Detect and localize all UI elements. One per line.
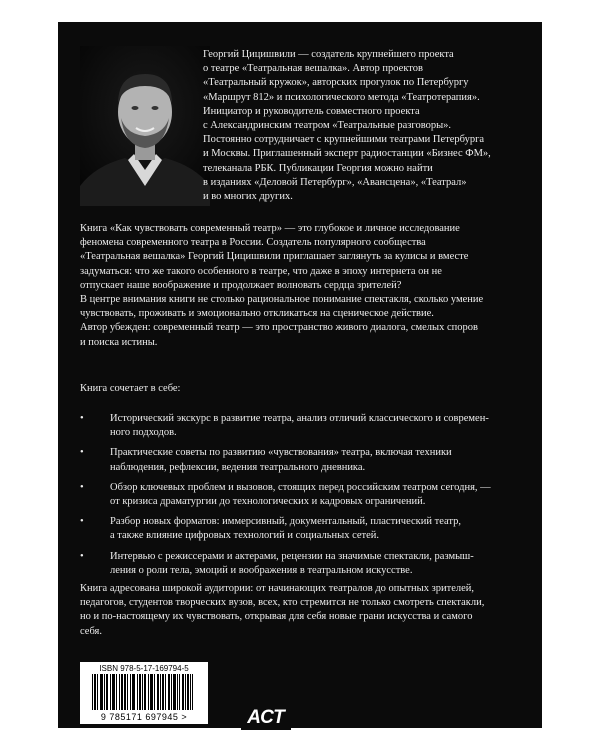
barcode-bar: [121, 674, 122, 710]
barcode-bar: [169, 674, 170, 710]
description-line: отпускает наше воображение и продолжает волновать сердца зрителей?: [80, 279, 402, 291]
barcode-bar: [168, 674, 169, 710]
barcode-bar: [188, 674, 189, 710]
bio-line: «Театральный кружок», авторских прогулок по Петербургу: [203, 77, 469, 89]
description-line: чувствовать, проживать и эмоционально откликаться на сценическое действие.: [80, 308, 434, 320]
barcode-bar: [151, 674, 152, 710]
author-photo: [80, 46, 210, 206]
barcode-bar: [124, 674, 125, 710]
barcode-bar: [154, 674, 155, 710]
dark-panel: [58, 22, 542, 728]
description-line: и поиска истины.: [80, 336, 158, 348]
barcode-bar: [107, 674, 108, 710]
audience-line: но и по-настоящему их чувствовать, открывая для себя новые грани искусства и самого: [80, 611, 473, 623]
list-item: [80, 412, 520, 440]
bio-line: и во многих других.: [203, 191, 293, 203]
barcode-bar: [165, 674, 166, 710]
list-item-line: от кризиса драматургии до технологических и кадровых ограничений.: [110, 496, 426, 508]
description-line: феномена современного театра в России. Создатель популярного сообщества: [80, 237, 426, 249]
bullet-icon: •: [80, 516, 84, 528]
barcode-bar: [190, 674, 191, 710]
publisher-logo-icon: [241, 702, 291, 730]
bio-line: и Москвы. Приглашенный эксперт радиостанции «Бизнес ФМ»,: [203, 148, 491, 160]
bio-line: Инициатор и руководитель совместного проекта: [203, 105, 420, 117]
barcode-bar: [101, 674, 102, 710]
barcode-bar: [134, 674, 135, 710]
barcode-bar: [102, 674, 103, 710]
barcode-bar: [174, 674, 175, 710]
barcode-bar: [94, 674, 95, 710]
bio-line: с Александринским театром «Театральные разговоры».: [203, 120, 452, 132]
barcode-bar: [140, 674, 141, 710]
list-item: [80, 481, 520, 509]
barcode-bar: [130, 674, 131, 710]
bio-line: в изданиях «Деловой Петербург», «Авансцена», «Театрал»: [203, 176, 467, 188]
bullet-icon: •: [80, 447, 84, 459]
list-item: [80, 446, 520, 474]
barcode-bar: [116, 674, 117, 710]
barcode-bar: [110, 674, 111, 710]
barcode-bar: [119, 674, 120, 710]
bio-line: телеканала РБК. Публикации Георгия можно найти: [203, 162, 433, 174]
barcode-bar: [137, 674, 138, 710]
barcode-digits: 9 785171 697945 >: [100, 712, 188, 722]
barcode-bar: [173, 674, 174, 710]
barcode-bar: [187, 674, 188, 710]
book-description: [80, 222, 520, 350]
bio-line: «Маршрут 812» и психологического метода «Театротерапия».: [203, 91, 480, 103]
description-line: В центре внимания книги не столько рациональное понимание спектакля, сколько умение: [80, 294, 484, 306]
audience-line: Книга адресована широкой аудитории: от начинающих театралов до опытных зрителей,: [80, 583, 475, 594]
isbn-text: ISBN 978-5-17-169794-5: [99, 664, 189, 673]
bio-line: Георгий Цицишвили — создатель крупнейшего проекта: [203, 49, 454, 60]
feature-list: [80, 412, 520, 584]
list-item-line: Практические советы по развитию «чувствования» театра, включая техники: [110, 447, 452, 459]
barcode-bar: [145, 674, 146, 710]
list-item-line: Интервью с режиссерами и актерами, рецензии на значимые спектакли, размыш-: [110, 550, 474, 562]
bullet-icon: •: [80, 413, 84, 424]
barcode-bar: [142, 674, 143, 710]
barcode-bar: [104, 674, 105, 710]
barcode-bar: [144, 674, 145, 710]
audience-paragraph: [80, 582, 520, 639]
barcode-bar: [95, 674, 96, 710]
barcode-bar: [148, 674, 149, 710]
list-item-line: наблюдения, рефлексии, ведения театрального дневника.: [110, 461, 366, 473]
list-item-line: ления о роли тела, эмоций и воображения в театральном искусстве.: [110, 564, 413, 576]
bullet-icon: •: [80, 481, 84, 493]
list-item: [80, 550, 520, 578]
author-bio: [203, 48, 523, 204]
barcode-bar: [92, 674, 93, 710]
barcode-bar: [139, 674, 140, 710]
list-item: [80, 515, 520, 543]
barcode-bar: [114, 674, 115, 710]
bio-line: о театре «Театральная вешалка». Автор проектов: [203, 63, 423, 75]
barcode-bar: [106, 674, 107, 710]
combines-heading-text: Книга сочетает в себе:: [80, 383, 181, 394]
barcode-bar: [162, 674, 163, 710]
barcode-bar: [177, 674, 178, 710]
barcode: [80, 662, 208, 724]
barcode-bar: [127, 674, 128, 710]
list-item-line: ного подходов.: [110, 427, 177, 439]
bio-line: Постоянно сотрудничает с крупнейшими театрами Петербурга: [203, 134, 485, 146]
audience-line: педагогов, студентов творческих вузов, всех, кто стремится не только смотреть спектакли,: [80, 597, 485, 609]
barcode-bar: [125, 674, 126, 710]
barcode-bar: [160, 674, 161, 710]
barcode-bar: [112, 674, 113, 710]
barcode-bar: [182, 674, 183, 710]
barcode-bar: [113, 674, 114, 710]
barcode-bar: [157, 674, 158, 710]
barcode-bar: [183, 674, 184, 710]
barcode-bar: [179, 674, 180, 710]
barcode-bar: [122, 674, 123, 710]
barcode-bar: [175, 674, 176, 710]
list-item-line: а также влияние цифровых технологий и социальных сетей.: [110, 530, 380, 542]
description-line: задуматься: что же такого особенного в театре, что даже в эпоху интернета он не: [80, 265, 442, 277]
barcode-bar: [133, 674, 134, 710]
publisher-logo: [241, 702, 291, 730]
combines-heading: [80, 382, 520, 396]
barcode-bar: [132, 674, 133, 710]
list-item-line: Обзор ключевых проблем и вызовов, стоящих перед российским театром сегодня, —: [110, 481, 491, 493]
barcode-bar: [152, 674, 153, 710]
barcode-bar: [150, 674, 151, 710]
barcode-bar: [158, 674, 159, 710]
barcode-bar: [192, 674, 193, 710]
barcode-bar: [97, 674, 98, 710]
audience-line: себя.: [80, 625, 102, 637]
list-item-line: Исторический экскурс в развитие театра, анализ отличий классического и современ-: [110, 413, 489, 424]
description-line: Книга «Как чувствовать современный театр» — это глубокое и личное исследование: [80, 223, 460, 234]
description-line: Автор убежден: современный театр — это пространство живого диалога, смелых споров: [80, 322, 478, 334]
barcode-bar: [163, 674, 164, 710]
description-line: «Театральная вешалка» Георгий Цицишвили приглашает заглянуть за кулисы и вместе: [80, 251, 469, 263]
bullet-icon: •: [80, 550, 84, 562]
barcode-bar: [171, 674, 172, 710]
barcode-bar: [100, 674, 101, 710]
list-item-line: Разбор новых форматов: иммерсивный, документальный, пластический театр,: [110, 516, 461, 528]
barcode-bar: [185, 674, 186, 710]
publisher-logo-text: АСТ: [247, 707, 285, 728]
